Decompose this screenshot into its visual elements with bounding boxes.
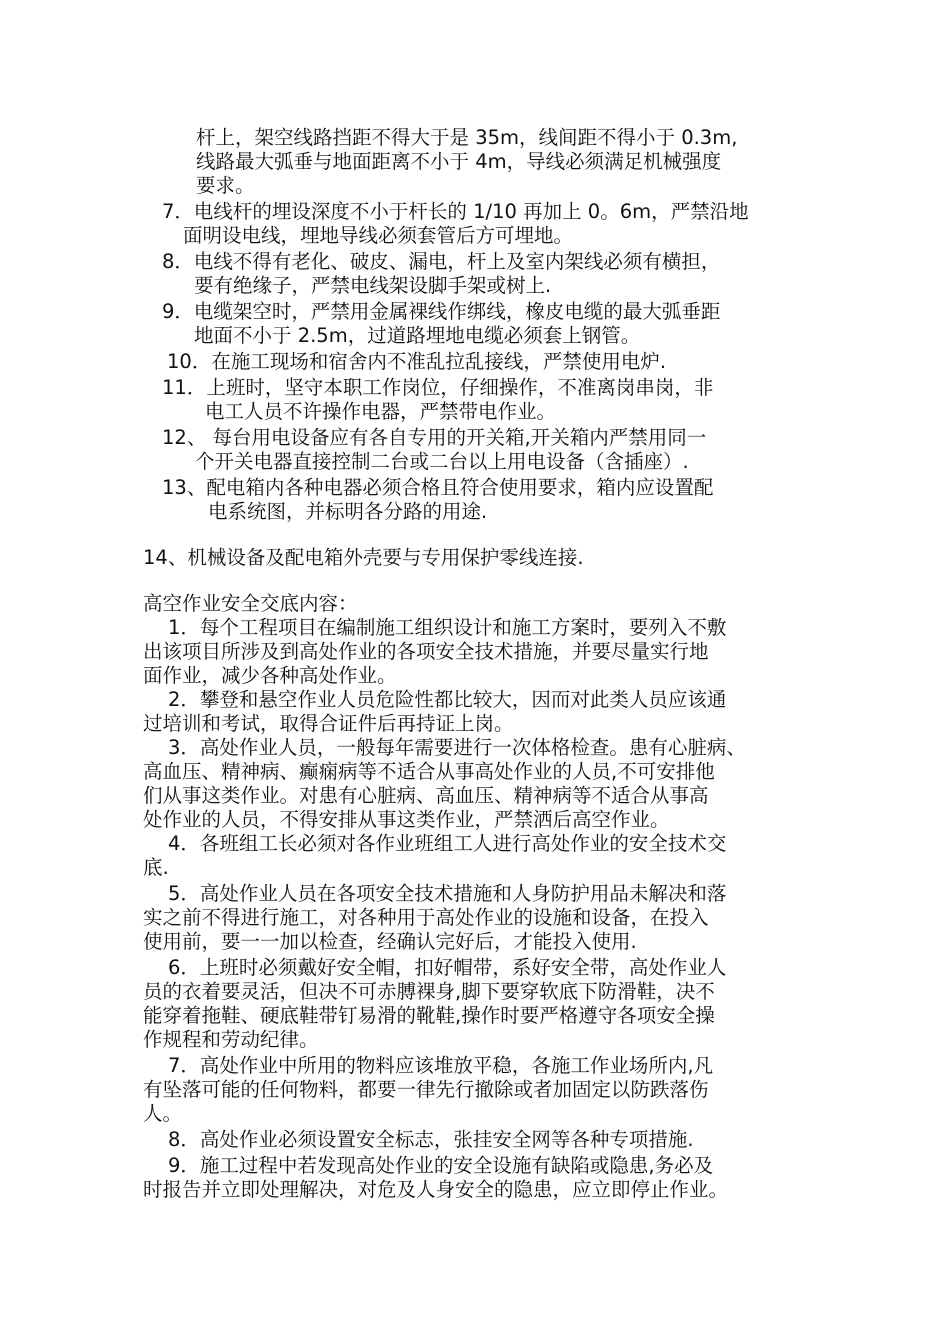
- paragraph-line: 2．攀登和悬空作业人员危险性都比较大，因而对此类人员应该通: [168, 688, 727, 711]
- paragraph-line: 能穿着拖鞋、硬底鞋带钉易滑的靴鞋,操作时要严格遵守各项安全操: [143, 1004, 715, 1027]
- paragraph-line: 6．上班时必须戴好安全帽，扣好帽带，系好安全带，高处作业人: [168, 956, 727, 979]
- paragraph-line: 底.: [143, 856, 169, 879]
- paragraph-line: 1．每个工程项目在编制施工组织设计和施工方案时，要列入不敷: [168, 616, 727, 639]
- paragraph-line: 员的衣着要灵活，但决不可赤膊裸身,脚下要穿软底下防滑鞋，决不: [143, 980, 715, 1003]
- list-item: 12、 每台用电设备应有各自专用的开关箱,开关箱内严禁用同一: [162, 426, 707, 449]
- paragraph-line: 9．施工过程中若发现高处作业的安全设施有缺陷或隐患,务必及: [168, 1154, 714, 1177]
- paragraph-line: 5．高处作业人员在各项安全技术措施和人身防护用品未解决和落: [168, 882, 727, 905]
- paragraph-line: 人。: [143, 1102, 183, 1125]
- paragraph-line: 3．高处作业人员，一般每年需要进行一次体格检查。患有心脏病、: [168, 736, 746, 759]
- paragraph-line: 处作业的人员，不得安排从事这类作业，严禁洒后高空作业。: [143, 808, 670, 831]
- paragraph-line: 有坠落可能的任何物料，都要一律先行撤除或者加固定以防跌落伤: [143, 1078, 709, 1101]
- list-item: 13、配电箱内各种电器必须合格且符合使用要求，箱内应设置配: [162, 476, 714, 499]
- paragraph-line: 出该项目所涉及到高处作业的各项安全技术措施，并要尽量实行地: [143, 640, 709, 663]
- section-heading: 高空作业安全交底内容：: [143, 592, 358, 615]
- paragraph-line: 面作业，减少各种高处作业。: [143, 664, 397, 687]
- paragraph-line: 要有绝缘子，严禁电线架设脚手架或树上.: [194, 274, 552, 297]
- paragraph-line: 8．高处作业必须设置安全标志，张挂安全网等各种专项措施.: [168, 1128, 694, 1151]
- paragraph-line: 线路最大弧垂与地面距离不小于 4m，导线必须满足机械强度: [196, 150, 722, 173]
- paragraph-line: 个开关电器直接控制二台或二台以上用电设备（含插座）.: [195, 450, 689, 473]
- paragraph-line: 要求。: [196, 174, 255, 197]
- list-item: 8．电线不得有老化、破皮、漏电，杆上及室内架线必须有横担，: [162, 250, 721, 273]
- paragraph-line: 电工人员不许操作电器，严禁带电作业。: [205, 400, 557, 423]
- paragraph-line: 地面不小于 2.5m，过道路埋地电缆必须套上钢管。: [194, 324, 641, 347]
- paragraph-line: 杆上，架空线路挡距不得大于是 35m，线间距不得小于 0.3m,: [196, 126, 738, 149]
- list-item: 9．电缆架空时，严禁用金属裸线作绑线，橡皮电缆的最大弧垂距: [162, 300, 721, 323]
- list-item: 7．电线杆的埋设深度不小于杆长的 1/10 再加上 0。6m，严禁沿地: [162, 200, 749, 223]
- list-item: 11．上班时，坚守本职工作岗位，仔细操作，不准离岗串岗，非: [162, 376, 714, 399]
- paragraph-line: 时报告并立即处理解决，对危及人身安全的隐患，应立即停止作业。: [143, 1178, 729, 1201]
- paragraph-line: 作规程和劳动纪律。: [143, 1028, 319, 1051]
- paragraph-line: 7．高处作业中所用的物料应该堆放平稳，各施工作业场所内,凡: [168, 1054, 714, 1077]
- list-item: 14、机械设备及配电箱外壳要与专用保护零线连接.: [143, 546, 584, 569]
- list-item: 10．在施工现场和宿舍内不准乱拉乱接线，严禁使用电炉.: [167, 350, 667, 373]
- paragraph-line: 4．各班组工长必须对各作业班组工人进行高处作业的安全技术交: [168, 832, 727, 855]
- paragraph-line: 使用前，要一一加以检查，经确认完好后，才能投入使用.: [143, 930, 637, 953]
- paragraph-line: 面明设电线，埋地导线必须套管后方可埋地。: [183, 224, 574, 247]
- paragraph-line: 实之前不得进行施工，对各种用于高处作业的设施和设备，在投入: [143, 906, 709, 929]
- paragraph-line: 高血压、精神病、癫痫病等不适合从事高处作业的人员,不可安排他: [143, 760, 715, 783]
- paragraph-line: 们从事这类作业。对患有心脏病、高血压、精神病等不适合从事高: [143, 784, 709, 807]
- paragraph-line: 过培训和考试，取得合证件后再持证上岗。: [143, 712, 514, 735]
- paragraph-line: 电系统图，并标明各分路的用途.: [208, 500, 488, 523]
